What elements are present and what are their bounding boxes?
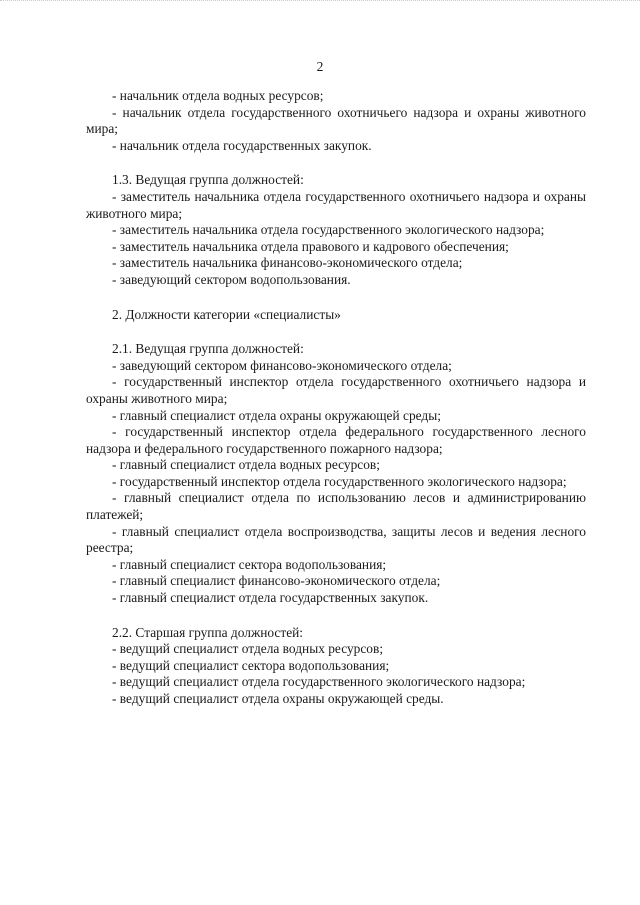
list-item: - заведующий сектором водопользования. [112,271,351,287]
list-item: - ведущий специалист сектора водопользования; [112,657,390,673]
list-item: - ведущий специалист отдела охраны окружающей среды. [112,691,444,706]
list-item: - главный специалист отдела государственных закупок. [112,590,429,606]
section-heading: 2.1. Ведущая группа должностей: [112,341,304,357]
list-item: - начальник отдела государственных закупок. [112,137,372,153]
list-item: - начальник отдела государственного охотничьего надзора и охраны животного мира; [86,104,586,137]
section-heading: 2. Должности категории «специалисты» [112,306,341,322]
list-item: - ведущий специалист отдела государственного экологического надзора; [112,674,526,690]
list-item: - главный специалист финансово-экономического отдела; [112,573,441,589]
list-item: - главный специалист отдела воспроизводства, защиты лесов и ведения лесного реестра; [86,523,586,556]
list-item: - государственный инспектор отдела федерального государственного лесного надзора и федерального государственного пожарного надзора; [86,424,586,456]
list-item: - заведующий сектором финансово-экономического отдела; [112,357,452,373]
scan-top-edge [0,0,640,15]
list-item: - главный специалист отдела водных ресурсов; [112,457,380,473]
section-heading: 1.3. Ведущая группа должностей: [112,172,304,188]
list-item: - ведущий специалист отдела водных ресурсов; [112,641,384,657]
list-item: - главный специалист отдела охраны окружающей среды; [112,407,441,423]
list-item: - главный специалист отдела по использованию лесов и администрированию платежей; [86,490,586,523]
list-item: - государственный инспектор отдела государственного охотничьего надзора и охраны животного мира; [86,374,586,406]
list-item: - заместитель начальника отдела правового и кадрового обеспечения; [112,238,509,254]
page-number: 2 [316,59,324,74]
list-item: - заместитель начальника отдела государственного экологического надзора; [112,222,545,238]
section-heading: 2.2. Старшая группа должностей: [112,624,304,640]
list-item: - заместитель начальника отдела государственного охотничьего надзора и охраны животного мира; [86,188,586,221]
document-body [86,88,586,708]
list-item: - заместитель начальника финансово-экономического отдела; [112,255,463,271]
list-item: - государственный инспектор отдела государственного экологического надзора; [112,473,567,489]
list-item: - главный специалист сектора водопользования; [112,556,387,572]
list-item: - начальник отдела водных ресурсов; [112,88,324,103]
